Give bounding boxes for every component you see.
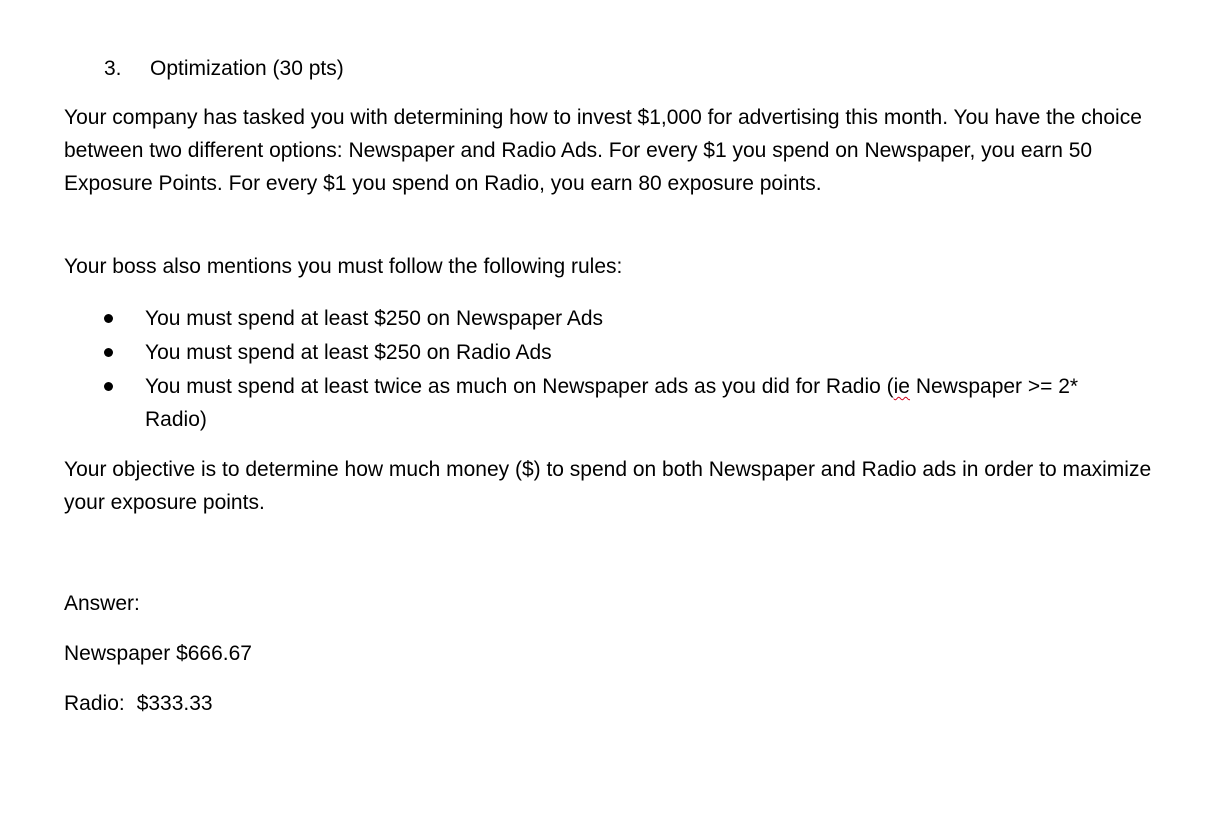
question-heading	[104, 56, 344, 82]
rule-item	[0, 336, 1125, 370]
answer-label: Answer:	[64, 592, 140, 615]
bullet-icon	[104, 348, 113, 357]
rule-text: You must spend at least $250 on Newspaper Ads	[145, 307, 604, 330]
radio-value: $333.33	[136, 692, 213, 715]
answer-radio	[64, 691, 213, 717]
newspaper-label: Newspaper	[64, 642, 171, 665]
rule-text-start: You must spend at least twice as much on Newspaper ads as you did for Radio (	[145, 375, 894, 398]
intro-paragraph: Your company has tasked you with determining how to invest $1,000 for advertising this month. You have the choice between two different options: Newspaper and Radio Ads. For every $1 you spend on Newspaper, you earn 50 Exposure Points. For every $1 you spend on Radio, you earn 80 exposure points.	[64, 106, 1142, 195]
rules-list	[0, 302, 1232, 436]
answer-newspaper	[64, 641, 252, 667]
newspaper-value: $666.67	[176, 642, 252, 665]
rule-text: You must spend at least $250 on Radio Ads	[145, 341, 552, 364]
radio-label: Radio:	[64, 692, 125, 715]
question-number: 3.	[104, 57, 122, 80]
bullet-icon	[104, 314, 113, 323]
bullet-icon	[104, 382, 113, 391]
rule-text-end: Newspaper >= 2* Radio)	[145, 375, 1079, 431]
rule-item	[0, 370, 1125, 436]
rules-intro: Your boss also mentions you must follow the following rules:	[64, 255, 623, 278]
question-title: Optimization (30 pts)	[150, 57, 344, 80]
objective-paragraph: Your objective is to determine how much money ($) to spend on both Newspaper and Radio ads in order to maximize your exposure points.	[64, 458, 1152, 514]
rule-item	[0, 302, 1125, 336]
spellcheck-flagged-word[interactable]: ie	[893, 375, 910, 398]
